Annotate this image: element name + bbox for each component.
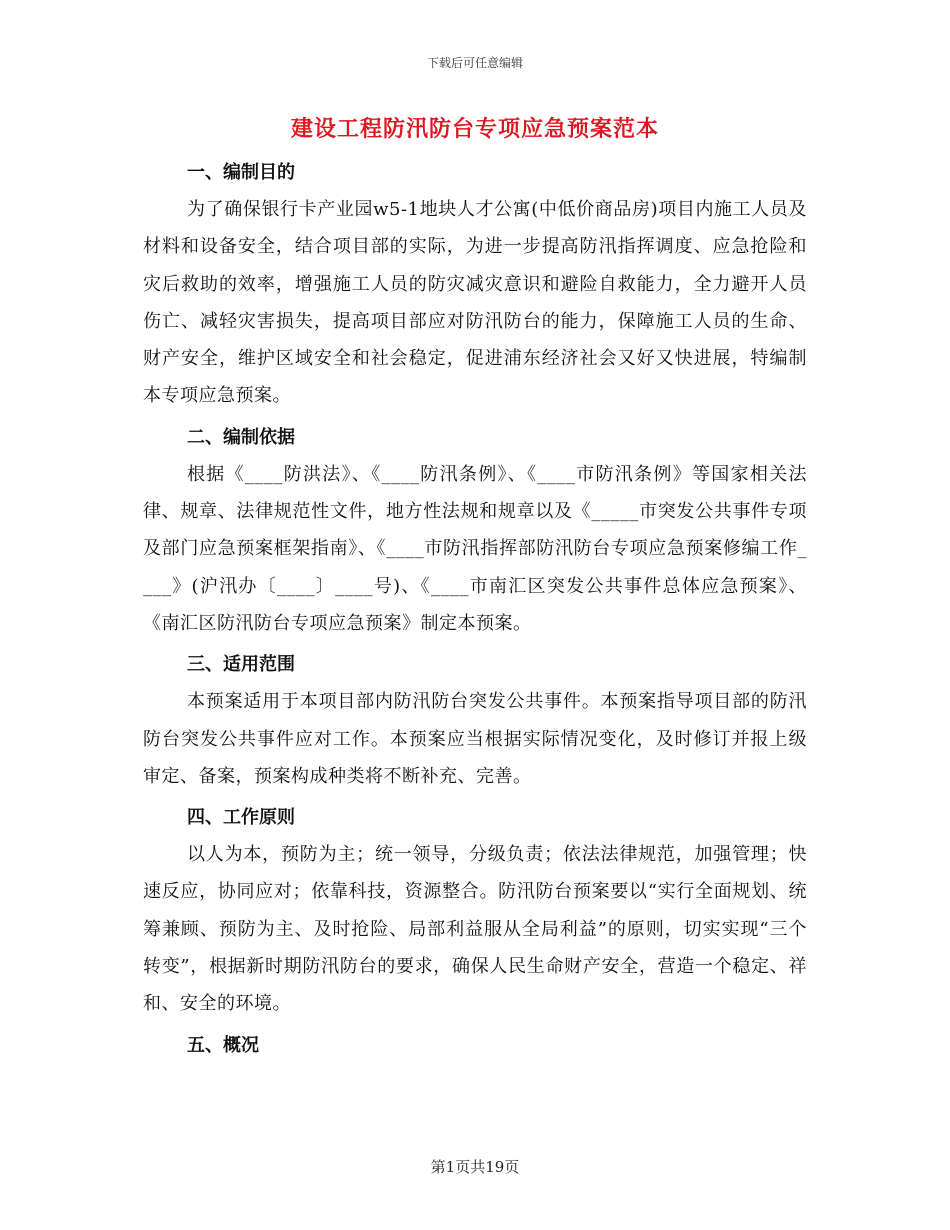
section-heading-purpose: 一、编制目的: [187, 162, 295, 183]
page-number: 第1页共19页: [430, 1158, 520, 1176]
section-heading-scope: 三、适用范围: [187, 654, 295, 676]
section-paragraph-scope: 本预案适用于本项目部内防汛防台突发公共事件。本预案指导项目部的防汛防台突发公共事件应对工作。本预案应当根据实际情况变化，及时修订并报上级审定、备案，预案构成种类将不断补充、完善。: [143, 691, 807, 787]
section-heading-basis: 二、编制依据: [187, 426, 295, 448]
section-heading-overview: 五、概况: [187, 1034, 259, 1056]
section-paragraph-purpose: 为了确保银行卡产业园w5-1地块人才公寓(中低价商品房)项目内施工人员及材料和设备安全，结合项目部的实际，为进一步提高防汛指挥调度、应急抢险和灾后救助的效率，增强施工人员的防灾减灾意识和避险自救能力，全力避开人员伤亡、减轻灾害损失，提高项目部应对防汛防台的能力，保障施工人员的生命、财产安全，维护区域安全和社会稳定，促进浦东经济社会又好又快进展，特编制本专项应急预案。: [143, 199, 807, 407]
section-heading-principles: 四、工作原则: [187, 807, 295, 829]
document-title: 建设工程防汛防台专项应急预案范本: [290, 116, 659, 142]
section-paragraph-basis: 根据《____防洪法》、《____防汛条例》、《____市防汛条例》等国家相关法律、规章、法律规范性文件，地方性法规和规章以及《_____市突发公共事件专项及部门应急预案框架指南》、《____市防汛指挥部防汛防台专项应急预案修编工作____》(沪汛办〔____〕____号)、《____市南汇区突发公共事件总体应急预案》、《南汇区防汛防台专项应急预案》制定本预案。: [143, 463, 807, 634]
document-body: [143, 150, 807, 1064]
section-paragraph-principles: 以人为本，预防为主；统一领导，分级负责；依法法律规范，加强管理；快速反应，协同应对；依靠科技，资源整合。防汛防台预案要以“实行全面规划、统筹兼顾、预防为主、及时抢险、局部利益服从全局利益”的原则，切实实现“三个转变”，根据新时期防汛防台的要求，确保人民生命财产安全，营造一个稳定、祥和、安全的环境。: [143, 844, 807, 1015]
header-note: 下载后可任意编辑: [426, 56, 523, 70]
